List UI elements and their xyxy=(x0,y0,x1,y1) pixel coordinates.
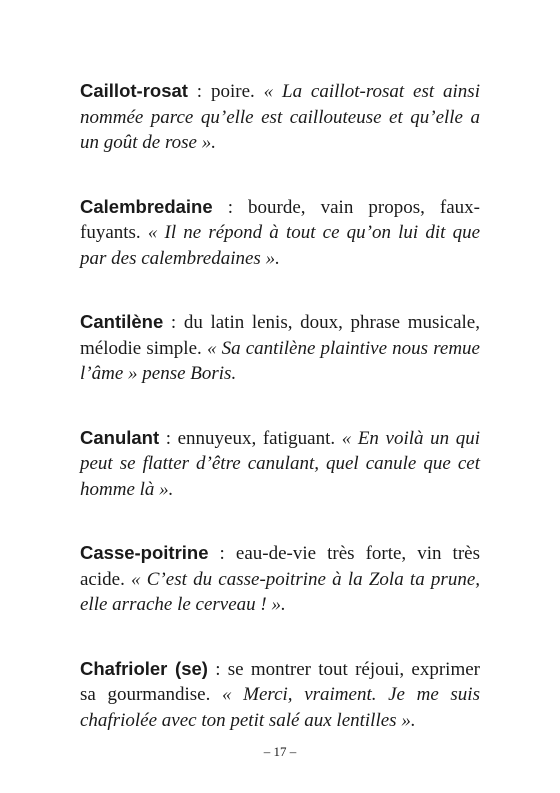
entry-definition: : ennuyeux, fatiguant. xyxy=(159,427,342,449)
entry-quote: « En voilà un qui peut se flatter d’être canulant, quel canule que cet homme là ». xyxy=(80,427,480,500)
entry-casse-poitrine xyxy=(80,540,480,618)
entry-definition: : se montrer tout réjoui, exprimer sa gourmandise. xyxy=(80,658,480,705)
entry-quote: « Il ne répond à tout ce qu’on lui dit que par des calembredaines ». xyxy=(80,222,481,269)
entry-chafrioler xyxy=(80,656,480,734)
entry-caillot-rosat xyxy=(80,78,480,156)
entry-calembredaine xyxy=(80,194,480,272)
entry-term: Caillot-rosat xyxy=(80,80,188,101)
entry-term: Canulant xyxy=(80,426,160,448)
entry-quote: « La caillot-rosat est ainsi nommée parce qu’elle est caillouteuse et qu’elle a un goût de rose ». xyxy=(80,81,480,153)
dictionary-page xyxy=(80,78,480,771)
entry-term: Chafrioler (se) xyxy=(80,657,208,679)
entry-definition: : poire. xyxy=(187,81,264,102)
entry-definition: : du latin lenis, doux, phrase musicale, mélodie simple. xyxy=(80,312,480,359)
entry-definition: : bourde, vain propos, faux-fuyants. xyxy=(80,196,480,243)
entry-term: Calembredaine xyxy=(80,195,213,217)
entry-term: Cantilène xyxy=(80,311,164,332)
entry-quote: « Sa cantilène plaintive nous remue l’âme » pense Boris. xyxy=(80,337,480,384)
entry-definition: : eau-de-vie très forte, vin très acide. xyxy=(80,543,480,590)
entry-quote: « C’est du casse-poitrine à la Zola ta prune, elle arrache le cerveau ! ». xyxy=(80,568,481,615)
entry-canulant xyxy=(80,425,480,503)
entry-term: Casse-poitrine xyxy=(80,542,209,563)
page-number: – 17 – xyxy=(263,744,297,759)
entry-quote: « Merci, vraiment. Je me suis chafriolée avec ton petit salé aux lentilles ». xyxy=(80,684,480,731)
entry-cantilene xyxy=(80,309,480,387)
